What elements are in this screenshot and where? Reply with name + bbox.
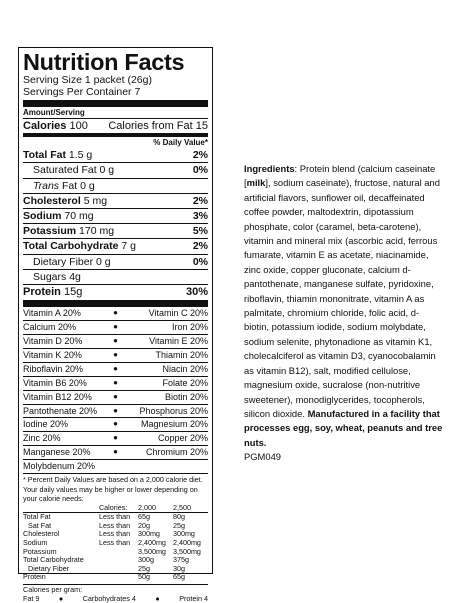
table-cell: 65g — [137, 512, 150, 522]
table-cell: 300g — [137, 555, 154, 565]
vitamin-right: Biotin 20% — [164, 391, 208, 402]
nutrient-dv: 2% — [192, 149, 208, 162]
bullet-icon: ● — [113, 405, 118, 415]
ingredients-milk: milk — [246, 177, 266, 189]
ingredients-text-1: : Protein blend (calcium caseinate [ — [244, 163, 436, 189]
table-cell: 2,400mg — [137, 537, 166, 547]
vitamin-right: Vitamin C 20% — [148, 308, 208, 319]
table-cell: 50g — [137, 572, 150, 582]
vitamin-row — [23, 446, 208, 459]
nutrient-dv: 0% — [192, 164, 208, 177]
nutrient-name: Potassium — [23, 225, 77, 238]
bullet-icon: ● — [113, 322, 118, 332]
table-cell: 25g — [137, 563, 150, 573]
daily-values-table — [23, 504, 208, 582]
vitamin-right: Phosphorus 20% — [139, 405, 208, 416]
divider-thick — [23, 300, 208, 307]
nutrient-name: Trans — [33, 179, 60, 192]
nutrient-dv: 2% — [192, 194, 208, 207]
table-cell: 65g — [172, 572, 185, 582]
vitamin-left: Riboflavin 20% — [23, 363, 84, 374]
table-cell: 300mg — [137, 529, 160, 539]
footnote: * Percent Daily Values are based on a 2,000 calorie diet. Your daily values may be higher or lower depending on your calorie needs: — [23, 475, 203, 504]
table-cell: 80g — [172, 512, 185, 522]
nutrient-name: Sodium — [23, 210, 62, 223]
vitamin-left: Vitamin A 20% — [23, 308, 81, 319]
table-cell: Total Fat — [23, 512, 51, 522]
nutrient-name: Sugars — [33, 270, 67, 283]
vitamin-row — [23, 460, 208, 473]
nutrient-name: Total Fat — [23, 149, 66, 162]
table-cell: 375g — [172, 555, 189, 565]
table-cell: Dietary Fiber — [28, 563, 70, 573]
vitamin-row — [23, 377, 208, 390]
vitamin-row — [23, 335, 208, 348]
vitamin-right: Iron 20% — [171, 322, 208, 333]
vitamin-left: Molybdenum 20% — [23, 461, 96, 472]
vitamin-left: Vitamin B6 20% — [23, 377, 87, 388]
vitamin-row — [23, 321, 208, 334]
dv-header: % Daily Value* — [153, 138, 208, 148]
table-cell — [99, 573, 138, 582]
table-cell: 2,400mg — [172, 537, 201, 547]
ingredients-text-2: ], sodium caseinate), fructose, natural and artificial flavors, sunflower oil, decaffeinated coffee powder, maltodextrin, dipotassium phosphate, color (caramel, beta-carotene), vitamin and mineral mix (ascorbic acid, ferrous fumarate, vitamin E as acetate, niacinamide, zinc oxide, copper gluconate, calcium d-pantothenate, manganese sulfate, pyridoxine, riboflavin, thiamin mononitrate, vitamin A as palmitate, chromium chloride, folic acid, d-biotin, potassium iodide, sodium molybdate, sodium selenite, phytonadione as vitamin K1, cholecalciferol as vitamin D3, cyanocobalamin as vitamin B12), salt, modified cellulose, magnesium oxide, sucralose (non-nutritive sweetener), monodiglycerides, tocopherols, silicon dioxide. — [244, 177, 440, 419]
nutrient-row — [23, 270, 208, 284]
nutrient-amount: 15g — [63, 286, 83, 299]
vitamin-right: Copper 20% — [157, 433, 208, 444]
table-cell: Protein — [23, 572, 46, 582]
vitamin-row — [23, 363, 208, 376]
footer-header-cell: 2,500 — [172, 502, 191, 512]
bullet-icon: ● — [113, 336, 118, 346]
bullet-icon: ● — [155, 593, 160, 603]
table-row — [23, 573, 208, 582]
dv-header-row — [23, 137, 208, 148]
nutrient-name: Saturated Fat — [33, 164, 97, 177]
vitamin-left: Vitamin B12 20% — [23, 391, 92, 402]
bullet-icon: ● — [113, 433, 118, 443]
nutrient-amount: 5 mg — [83, 194, 108, 207]
vitamin-left: Iodine 20% — [23, 419, 69, 430]
bullet-icon: ● — [113, 391, 118, 401]
nutrient-amount: 0 g — [96, 255, 111, 268]
bullet-icon: ● — [113, 447, 118, 457]
vitamin-row — [23, 307, 208, 320]
table-cell — [99, 556, 138, 565]
nutrient-amount: 4g — [69, 270, 81, 283]
bullet-icon: ● — [113, 377, 118, 387]
bullet-icon: ● — [58, 593, 64, 603]
calories-value: 100 — [69, 120, 88, 132]
bullet-icon: ● — [113, 308, 118, 318]
table-cell: Sat Fat — [28, 520, 52, 530]
bullet-icon: ● — [113, 363, 118, 373]
calories-row — [23, 119, 208, 133]
nutrient-name: Protein — [23, 286, 61, 299]
nutrient-dv: 0% — [192, 255, 208, 268]
divider — [23, 473, 208, 474]
table-cell: 300mg — [172, 529, 195, 539]
nutrient-list — [23, 148, 208, 299]
table-cell: 20g — [137, 520, 150, 530]
calories-per-gram-item: Carbohydrates 4 — [82, 593, 136, 603]
table-cell: Sodium — [23, 537, 48, 547]
vitamin-row — [23, 405, 208, 418]
vitamin-left: Zinc 20% — [23, 433, 61, 444]
vitamin-row — [23, 432, 208, 445]
table-cell: Less than — [98, 520, 131, 530]
vitamin-left: Pantothenate 20% — [23, 405, 98, 416]
vitamin-left: Vitamin K 20% — [23, 349, 82, 360]
table-cell: Cholesterol — [23, 529, 60, 539]
calories-label: Calories — [23, 120, 67, 132]
nutrient-name: Total Carbohydrate — [23, 240, 119, 253]
nutrient-dv: 30% — [185, 286, 208, 299]
table-cell — [99, 548, 138, 557]
nutrient-amount: 0 g — [99, 164, 115, 177]
nutrition-facts-panel — [18, 47, 213, 603]
amount-per-serving: Amount/Serving — [23, 108, 85, 117]
nutrient-amount: 1.5 g — [68, 149, 93, 162]
footer-header-cell: Calories: — [98, 502, 128, 512]
calories-per-gram — [23, 585, 208, 603]
vitamin-list — [23, 307, 208, 473]
calories-per-gram-item: Fat 9 — [23, 593, 40, 603]
calories-per-gram-item: Protein 4 — [179, 593, 208, 603]
amount-per-serving-row — [23, 107, 208, 118]
vitamin-right: Folate 20% — [162, 377, 208, 388]
vitamin-row — [23, 391, 208, 404]
nutrient-row — [23, 239, 208, 253]
nutrient-amount: Fat 0 g — [61, 179, 95, 192]
table-cell: 30g — [172, 563, 185, 573]
divider-thick — [23, 100, 208, 107]
nutrient-dv: 3% — [192, 210, 208, 223]
vitamin-left: Calcium 20% — [23, 322, 77, 333]
nutrient-name: Dietary Fiber — [33, 255, 94, 268]
serving-size: Serving Size 1 packet (26g) — [23, 74, 152, 86]
nutrient-row — [23, 224, 208, 238]
vitamin-right: Chromium 20% — [145, 447, 208, 458]
table-cell: Less than — [98, 537, 131, 547]
bullet-icon: ● — [113, 349, 118, 359]
vitamin-row — [23, 418, 208, 431]
nutrient-amount: 70 mg — [64, 210, 94, 223]
footer-header-cell: 2,000 — [137, 502, 156, 512]
table-cell: Potassium — [23, 546, 57, 556]
nutrient-row — [23, 179, 208, 193]
ingredients-block — [244, 162, 444, 465]
vitamin-left: Manganese 20% — [23, 447, 91, 458]
nutrient-row — [23, 255, 208, 269]
table-cell: 3,500mg — [137, 546, 166, 556]
vitamin-left: Vitamin D 20% — [23, 336, 83, 347]
nutrient-row — [23, 148, 208, 162]
nutrition-title: Nutrition Facts — [23, 49, 185, 75]
nutrient-amount: 170 mg — [79, 225, 115, 238]
table-cell: Total Carbohydrate — [23, 555, 84, 565]
nutrient-amount: 7 g — [121, 240, 137, 253]
vitamin-right: Thiamin 20% — [155, 349, 208, 360]
table-cell: 3,500mg — [172, 546, 201, 556]
servings-per-container: Servings Per Container 7 — [23, 86, 141, 98]
nutrient-dv: 2% — [192, 240, 208, 253]
nutrient-row — [23, 194, 208, 208]
table-cell — [99, 565, 138, 574]
table-cell: Less than — [98, 529, 131, 539]
bullet-icon: ● — [113, 419, 118, 429]
nutrient-row — [23, 285, 208, 299]
calories-per-gram-values — [23, 594, 208, 603]
nutrient-row — [23, 209, 208, 223]
vitamin-right: Vitamin E 20% — [149, 336, 208, 347]
nutrient-row — [23, 163, 208, 177]
table-cell: Less than — [98, 512, 131, 522]
vitamin-right: Niacin 20% — [162, 363, 208, 374]
vitamin-row — [23, 349, 208, 362]
calories-from-fat: Calories from Fat 15 — [108, 120, 208, 132]
vitamin-right: Magnesium 20% — [140, 419, 208, 430]
product-code: PGM049 — [244, 451, 281, 463]
ingredients-heading: Ingredients — [244, 163, 295, 174]
calories-per-gram-label: Calories per gram: — [23, 584, 83, 594]
nutrient-name: Cholesterol — [23, 194, 81, 207]
table-cell: 25g — [172, 520, 185, 530]
allergen-statement: Manufactured in a facility that processes egg, soy, wheat, peanuts and tree nuts. — [244, 407, 443, 448]
nutrient-dv: 5% — [192, 225, 208, 238]
